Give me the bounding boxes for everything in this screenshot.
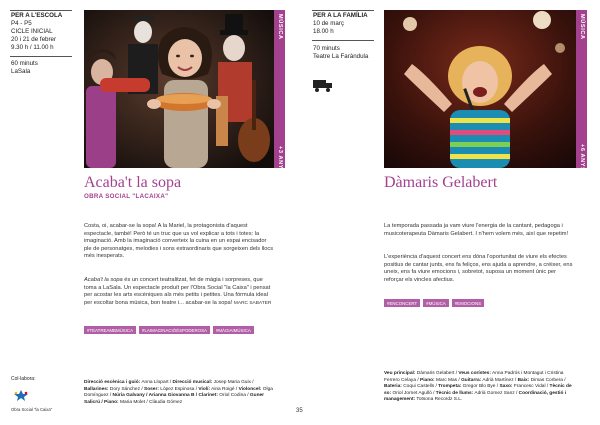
tag[interactable]: #ENCONCERT [384, 299, 420, 307]
header-rule [312, 10, 374, 11]
header-rule [10, 10, 72, 11]
credit-role: Coordinació, gestió i management: [384, 390, 567, 403]
duration-venue-right [313, 45, 368, 61]
section-label-left: MÚSICA [277, 14, 283, 40]
credit-role: Guitarra: [461, 377, 482, 383]
credit-role: Tècnic de llums: [435, 390, 474, 396]
author: MARC SABATER [233, 300, 272, 306]
credit-name: Totsona Recordz S.L. [415, 397, 463, 403]
credit-role: Piano: [420, 377, 435, 383]
header-rule [312, 40, 374, 41]
tag-list-left [84, 326, 254, 334]
credit-name: Adrià Gomez Sanz / [473, 390, 519, 396]
credit-role: Núria Galvany / Arianna Giovanna B / Clarinet: [112, 393, 218, 399]
show-photo-damaris-gelabert [384, 10, 576, 168]
show-subtitle-left: OBRA SOCIAL "LACAIXA" [84, 193, 169, 200]
credit-role: Soser: [144, 386, 159, 392]
tag-list-right [384, 299, 484, 307]
description-left-2 [84, 277, 274, 307]
credit-name: Maria Molet / Clàudia Gómez [118, 399, 183, 405]
logo-text: Obra Social "la Caixa" [11, 407, 53, 412]
duration: 60 minuts [11, 60, 38, 67]
tag[interactable]: #TEATREAMBMÚSICA [84, 326, 136, 334]
event-info-right [313, 12, 368, 36]
show-photo-acabat-la-sopa [84, 10, 274, 168]
credit-role: Direcció escènica i guió: [84, 380, 141, 385]
credit-role: Saxo: [499, 384, 513, 390]
wheelchair-access-icon [313, 79, 333, 97]
credit-name: Dàmaris Gelabert / [415, 371, 459, 376]
venue: LaSala [11, 68, 31, 75]
times: 9.30 h / 11.00 h [11, 44, 54, 51]
credit-name: Dimas Corbera / [529, 377, 566, 383]
audience: PER A L'ESCOLA [11, 12, 63, 19]
credit-name: Anna Llopart / [140, 380, 173, 385]
tag[interactable]: #MÀGIAIMÚSICA [213, 326, 254, 334]
show-title-right: Dàmaris Gelabert [384, 174, 498, 191]
credit-role: Direcció musical: [172, 380, 213, 385]
tag[interactable]: #EMOCIONS [452, 299, 484, 307]
credit-name: Aina Roigé / [210, 386, 239, 392]
credit-name: Marc Mas / [434, 377, 462, 383]
credit-name: Gregor Blo Bye / [461, 384, 500, 390]
time: 18.00 h [313, 28, 334, 35]
italic-title: Acaba't la sopa [84, 277, 123, 283]
credits-left [84, 380, 274, 406]
tag[interactable]: #MÚSICA [423, 299, 449, 307]
page-number: 35 [296, 408, 303, 414]
credit-role: Bateria: [384, 384, 402, 390]
description-right-2: L'experiència d'aquest concert ens dóna l'oportunitat de viure els efectes positius de cantar junts, ens fa feliços, ens ajuda a aprendre, a créixer, ens uneix, ens fa viure emocions i, sobretot, suposa un moment únic per reforçar els vincles afectius. [384, 254, 573, 283]
age-label-left: +3 ANYS [277, 146, 283, 174]
date: 10 de març [313, 20, 344, 27]
credit-role: Veu principal: [384, 371, 416, 376]
dates: 20 i 21 de febrer [11, 36, 57, 43]
event-info-left [11, 12, 62, 52]
credit-role: Tècnic de so: [384, 384, 572, 396]
la-caixa-logo [11, 389, 71, 412]
credit-name: Anna Padrós i Montagut i Cristina Ferrero Celaya / [384, 371, 564, 383]
credit-name: Josep Maria Guix / [212, 380, 254, 385]
show-title-left: Acaba't la sopa [84, 174, 182, 191]
cycle: CICLE INICIAL [11, 28, 53, 35]
description-left-1: Costa, oi, acabar-se la sopa! A la Mariel, la protagonista d'aquest espectacle, també! Però té un truc que us vol explicar a tots i totes: la imaginació. Amb la imaginació converteix la cuina en un espai encisador ple de personatges, melodies i sons extraordinaris que sorgeixen dels llocs més inesperats. [84, 223, 274, 260]
credit-role: Guner Salicrú / Piano: [84, 393, 265, 405]
collaborator-label: Col·labora: [11, 376, 36, 382]
header-rule [10, 56, 72, 57]
age-label-right: +6 ANYS [579, 144, 585, 172]
section-label-right: MÚSICA [579, 14, 585, 40]
duration-venue-left [11, 60, 38, 76]
credit-name: Dory Sánchez / [108, 386, 144, 392]
credit-name: Francesc Vidal / [512, 384, 550, 390]
credit-name: Oriol Jornet Agulló / [391, 390, 436, 396]
venue: Teatre La Faràndula [313, 53, 369, 60]
description-body: és un concert teatralitzat, fet de màgia i sorpreses, que toma a LaSala. Un espectacle produït per l'Obra Social "la Caixa" i pensat per acostar les arts escèniques als més petits i petites. Una fórmula ideal per escoltar bona música, bon teatre i... acabar-se la sopa! [84, 277, 271, 306]
credit-name: Adrià Martínez / [481, 377, 518, 383]
description-right-1: La temporada passada ja vam viure l'energia de la cantant, pedagoga i musicoterapeuta Dàmaris Gelabert. I n'hem volem més, així que repetim! [384, 223, 569, 237]
credit-role: Violoncel: [238, 386, 262, 392]
credit-name: Oriol Codina / [217, 393, 250, 399]
credit-role: Veus corístes: [458, 371, 491, 376]
credit-role: Baix: [517, 377, 530, 383]
credit-name: Coqui Castells / [401, 384, 439, 390]
credit-role: Violí: [198, 386, 211, 392]
audience: PER A LA FAMÍLIA [313, 12, 368, 19]
credit-name: López Espinosa / [158, 386, 199, 392]
tag[interactable]: #LAIMAGINACIÓÉSPODEROSA [139, 326, 210, 334]
credit-role: Trompeta: [438, 384, 462, 390]
credits-right [384, 371, 576, 404]
duration: 70 minuts [313, 45, 340, 52]
grades: P4 - P5 [11, 20, 32, 27]
star-logo-icon [11, 390, 31, 402]
credit-role: Ballarines: [84, 386, 109, 392]
credit-name: Olga Domínguez / [84, 386, 273, 399]
